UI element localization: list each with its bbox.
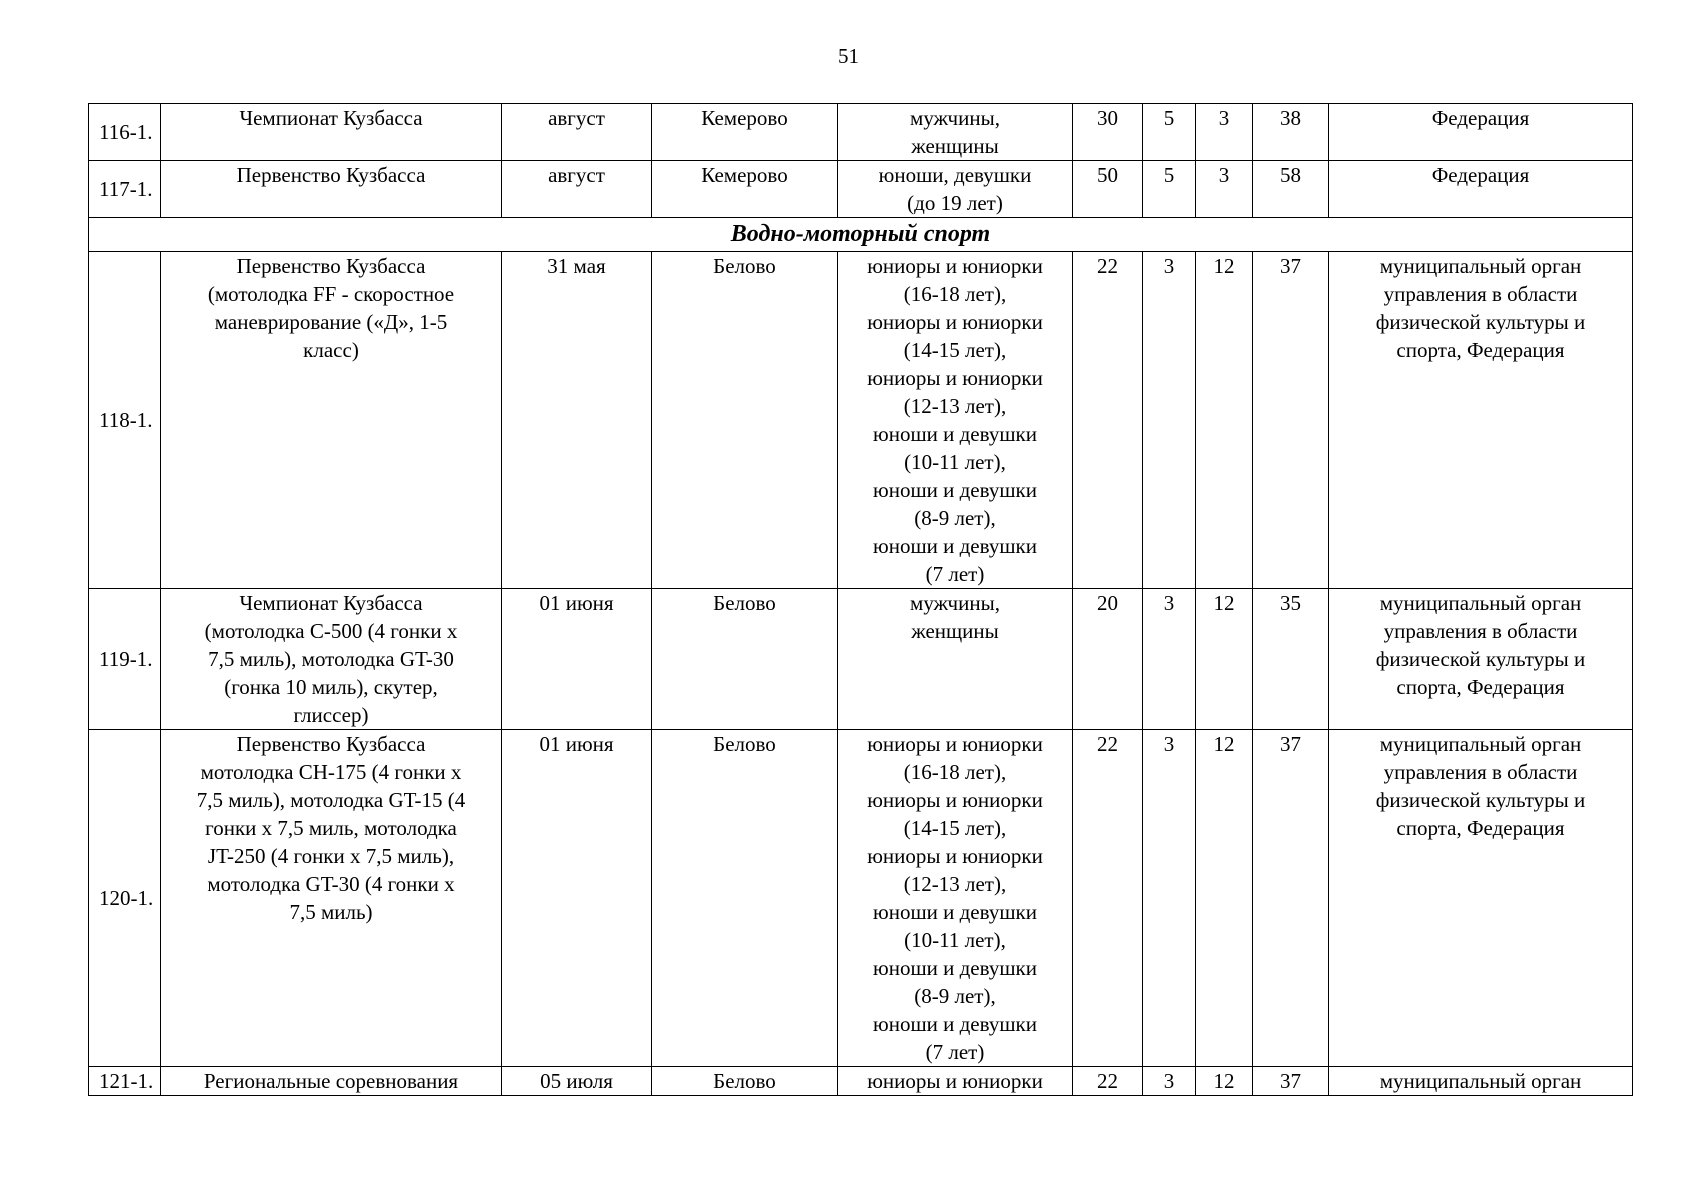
event-place: Кемерово <box>652 161 838 218</box>
count-col-2: 5 <box>1143 161 1196 218</box>
event-participants-line: (14-15 лет), <box>903 338 1007 362</box>
event-name-line: (мотолодка С-500 (4 гонки х <box>204 619 458 643</box>
count-total: 58 <box>1253 161 1329 218</box>
event-participants <box>838 104 1073 161</box>
count-total: 38 <box>1253 104 1329 161</box>
event-number: 118-1. <box>89 252 161 589</box>
event-organizer-line: муниципальный орган <box>1379 1069 1582 1093</box>
event-participants-line: (8-9 лет), <box>914 984 996 1008</box>
event-participants-line: (10-11 лет), <box>904 928 1006 952</box>
table-row <box>89 104 1633 161</box>
event-organizer <box>1329 589 1633 730</box>
event-organizer <box>1329 104 1633 161</box>
event-participants-line: юноши, девушки <box>878 163 1032 187</box>
event-organizer-line: муниципальный орган <box>1379 732 1582 756</box>
count-col-3: 3 <box>1196 104 1253 161</box>
event-organizer <box>1329 1067 1633 1096</box>
count-col-1: 30 <box>1073 104 1143 161</box>
event-organizer-line: Федерация <box>1431 163 1530 187</box>
event-participants-line: (12-13 лет), <box>903 394 1007 418</box>
event-number: 121-1. <box>89 1067 161 1096</box>
event-name-line: Чемпионат Кузбасса <box>239 106 423 130</box>
count-col-2: 3 <box>1143 730 1196 1067</box>
rows-after-section <box>89 252 1633 1096</box>
event-name-line: Первенство Кузбасса <box>236 163 426 187</box>
table-row <box>89 730 1633 1067</box>
event-participants <box>838 589 1073 730</box>
event-participants-line: юноши и девушки <box>873 422 1037 446</box>
event-name-line: 7,5 миль), мотолодка GT-15 (4 <box>196 788 466 812</box>
event-place: Белово <box>652 730 838 1067</box>
count-col-2: 3 <box>1143 1067 1196 1096</box>
event-name <box>161 252 502 589</box>
event-participants-line: мужчины, <box>910 106 1000 130</box>
event-participants-line: (14-15 лет), <box>903 816 1007 840</box>
event-organizer-line: физической культуры и <box>1375 310 1586 334</box>
event-participants-line: (10-11 лет), <box>904 450 1006 474</box>
event-organizer-line: управления в области <box>1383 619 1578 643</box>
event-participants-line: (8-9 лет), <box>914 506 996 530</box>
event-participants-line: юниоры и юниорки <box>867 1069 1043 1093</box>
count-total: 37 <box>1253 730 1329 1067</box>
count-col-2: 3 <box>1143 252 1196 589</box>
event-organizer-line: физической культуры и <box>1375 788 1586 812</box>
event-participants-line: юноши и девушки <box>873 534 1037 558</box>
table-row <box>89 252 1633 589</box>
event-name <box>161 730 502 1067</box>
event-participants-line: (12-13 лет), <box>903 872 1007 896</box>
count-total: 35 <box>1253 589 1329 730</box>
event-organizer-line: управления в области <box>1383 760 1578 784</box>
event-participants <box>838 161 1073 218</box>
count-total: 37 <box>1253 252 1329 589</box>
event-participants-line: юниоры и юниорки <box>867 254 1043 278</box>
page-number: 51 <box>838 44 859 68</box>
event-participants-line: юниоры и юниорки <box>867 310 1043 334</box>
event-organizer-line: муниципальный орган <box>1379 254 1582 278</box>
event-organizer-line: муниципальный орган <box>1379 591 1582 615</box>
event-participants-line: (до 19 лет) <box>907 191 1003 215</box>
event-name-line: глиссер) <box>293 703 369 727</box>
event-participants <box>838 730 1073 1067</box>
event-participants <box>838 252 1073 589</box>
table-row <box>89 1067 1633 1096</box>
event-date: 01 июня <box>502 730 652 1067</box>
event-organizer <box>1329 730 1633 1067</box>
event-participants-line: юноши и девушки <box>873 900 1037 924</box>
event-organizer-line: спорта, Федерация <box>1396 816 1565 840</box>
count-total: 37 <box>1253 1067 1329 1096</box>
count-col-1: 22 <box>1073 730 1143 1067</box>
event-participants-line: юниоры и юниорки <box>867 844 1043 868</box>
event-name-line: JT-250 (4 гонки х 7,5 миль), <box>207 844 455 868</box>
event-participants-line: мужчины, <box>910 591 1000 615</box>
event-place: Белово <box>652 1067 838 1096</box>
event-name-line: мотолодка СН-175 (4 гонки х <box>200 760 462 784</box>
event-name-line: (мотолодка FF - скоростное <box>207 282 455 306</box>
event-participants-line: юниоры и юниорки <box>867 366 1043 390</box>
event-organizer <box>1329 161 1633 218</box>
event-participants-line: (7 лет) <box>925 1040 985 1064</box>
event-participants-line: юноши и девушки <box>873 478 1037 502</box>
table-row <box>89 161 1633 218</box>
count-col-3: 12 <box>1196 252 1253 589</box>
event-participants-line: женщины <box>911 134 999 158</box>
section-header <box>89 218 1633 252</box>
table-row <box>89 589 1633 730</box>
event-number: 119-1. <box>89 589 161 730</box>
event-name-line: Чемпионат Кузбасса <box>239 591 423 615</box>
count-col-1: 22 <box>1073 252 1143 589</box>
event-name <box>161 589 502 730</box>
event-name-line: гонки х 7,5 миль, мотолодка <box>205 816 457 840</box>
event-name-line: (гонка 10 миль), скутер, <box>224 675 438 699</box>
event-name-line: класс) <box>303 338 359 362</box>
event-participants-line: юноши и девушки <box>873 1012 1037 1036</box>
event-name <box>161 104 502 161</box>
event-participants-line: (16-18 лет), <box>903 282 1007 306</box>
event-number: 117-1. <box>89 161 161 218</box>
event-participants-line: юниоры и юниорки <box>867 788 1043 812</box>
event-name-line: Первенство Кузбасса <box>236 254 426 278</box>
events-table <box>88 103 1633 1096</box>
event-date: 05 июля <box>502 1067 652 1096</box>
rows-before-section <box>89 104 1633 218</box>
event-place: Кемерово <box>652 104 838 161</box>
event-organizer-line: спорта, Федерация <box>1396 338 1565 362</box>
section-title: Водно-моторный спорт <box>89 218 1633 252</box>
event-place: Белово <box>652 589 838 730</box>
event-participants-line: женщины <box>911 619 999 643</box>
event-participants-line: юноши и девушки <box>873 956 1037 980</box>
count-col-3: 12 <box>1196 1067 1253 1096</box>
event-place: Белово <box>652 252 838 589</box>
event-organizer-line: физической культуры и <box>1375 647 1586 671</box>
event-date: август <box>502 161 652 218</box>
event-participants <box>838 1067 1073 1096</box>
count-col-3: 12 <box>1196 730 1253 1067</box>
count-col-1: 50 <box>1073 161 1143 218</box>
event-name <box>161 161 502 218</box>
event-name-line: 7,5 миль), мотолодка GT-30 <box>208 647 454 671</box>
event-participants-line: (16-18 лет), <box>903 760 1007 784</box>
event-participants-line: (7 лет) <box>925 562 985 586</box>
count-col-3: 12 <box>1196 589 1253 730</box>
count-col-2: 3 <box>1143 589 1196 730</box>
event-number: 120-1. <box>89 730 161 1067</box>
event-date: август <box>502 104 652 161</box>
event-number: 116-1. <box>89 104 161 161</box>
event-participants-line: юниоры и юниорки <box>867 732 1043 756</box>
count-col-1: 22 <box>1073 1067 1143 1096</box>
event-name-line: Региональные соревнования <box>203 1069 459 1093</box>
event-organizer-line: Федерация <box>1431 106 1530 130</box>
count-col-3: 3 <box>1196 161 1253 218</box>
event-name-line: Первенство Кузбасса <box>236 732 426 756</box>
event-name-line: мотолодка GT-30 (4 гонки х <box>207 872 455 896</box>
count-col-2: 5 <box>1143 104 1196 161</box>
event-name-line: 7,5 миль) <box>289 900 373 924</box>
event-name-line: маневрирование («Д», 1-5 <box>214 310 448 334</box>
event-organizer <box>1329 252 1633 589</box>
event-date: 31 мая <box>502 252 652 589</box>
count-col-1: 20 <box>1073 589 1143 730</box>
event-name <box>161 1067 502 1096</box>
event-date: 01 июня <box>502 589 652 730</box>
event-organizer-line: управления в области <box>1383 282 1578 306</box>
event-organizer-line: спорта, Федерация <box>1396 675 1565 699</box>
